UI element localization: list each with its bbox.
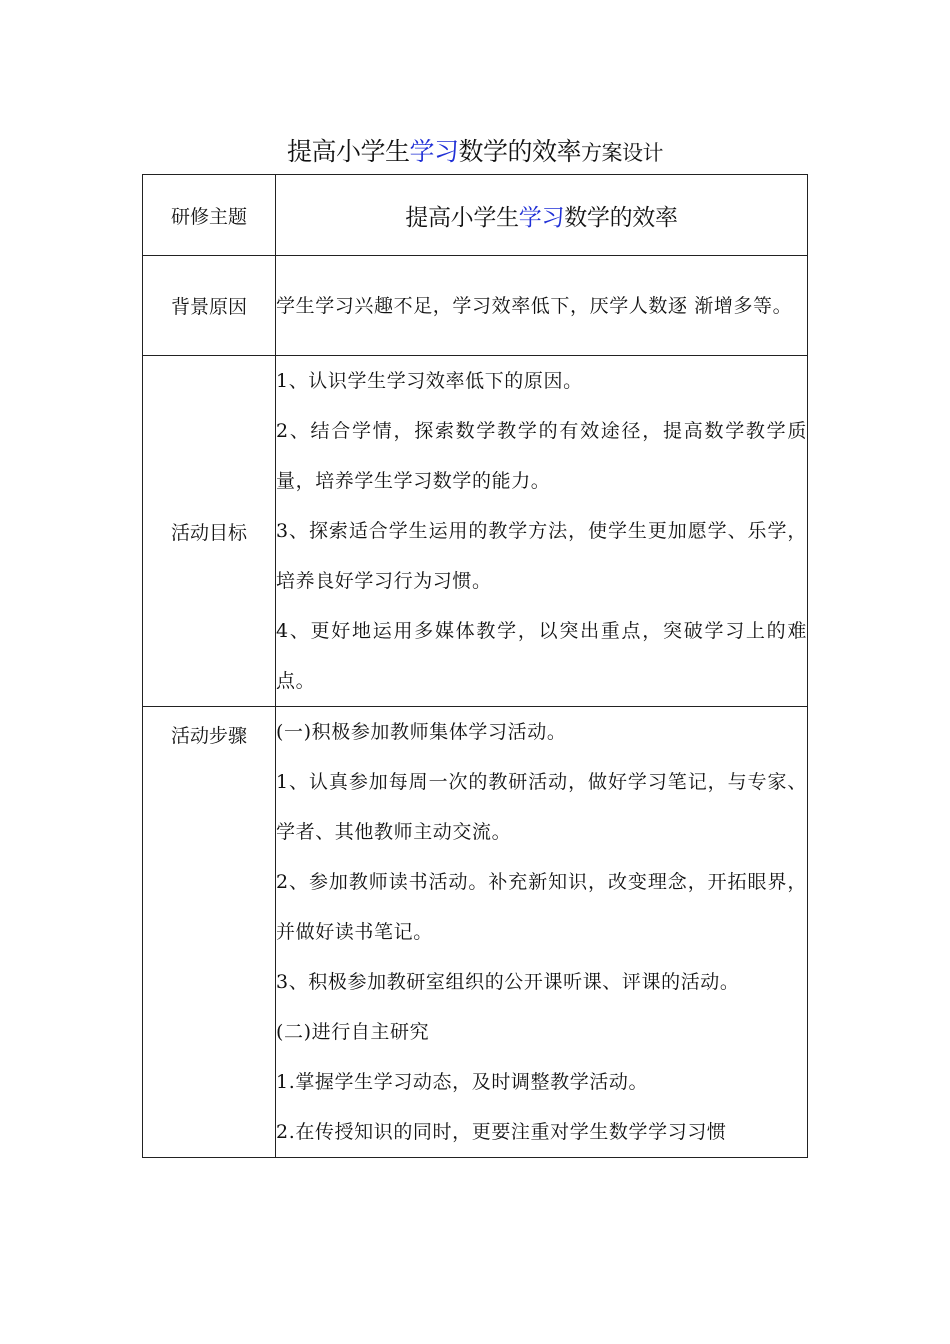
step-item: 2、参加教师读书活动。补充新知识，改变理念，开拓眼界，并做好读书笔记。: [276, 871, 807, 943]
step-item: 2.在传授知识的同时，更要注重对学生数学学习习惯: [276, 1121, 727, 1143]
theme-text: [276, 199, 807, 232]
label-background: 背景原因: [143, 256, 276, 356]
step-item: 3、积极参加教研室组织的公开课听课、评课的活动。: [276, 971, 740, 993]
table-row-background: [143, 256, 808, 356]
content-goals: [276, 356, 808, 707]
table-row-theme: [143, 175, 808, 256]
title-part-1: 提高小学生: [286, 137, 410, 166]
theme-part-1: 提高小学生: [405, 204, 519, 231]
step-item: 1、认真参加每周一次的教研活动，做好学习笔记，与专家、学者、其他教师主动交流。: [276, 771, 807, 843]
table-row-goals: [143, 356, 808, 707]
document-title: [0, 134, 950, 171]
content-steps: [276, 707, 808, 1158]
content-theme: [276, 175, 808, 256]
goal-item: 2、结合学情，探索数学教学的有效途径，提高数学教学质量，培养学生学习数学的能力。: [276, 420, 807, 492]
label-theme: 研修主题: [143, 175, 276, 256]
background-text: 学生学习兴趣不足，学习效率低下，厌学人数逐 渐增多等。: [276, 294, 793, 317]
step-item: (一)积极参加教师集体学习活动。: [276, 721, 567, 743]
content-background: [276, 256, 808, 356]
table-row-steps: [143, 707, 808, 1158]
title-part-2: 数学的效率: [458, 137, 582, 166]
goal-item: 4、更好地运用多媒体教学，以突出重点，突破学习上的难点。: [276, 620, 807, 692]
label-goals: 活动目标: [143, 356, 276, 707]
goal-item: 1、认识学生学习效率低下的原因。: [276, 370, 583, 392]
title-highlight: 学习: [409, 137, 459, 166]
step-item: (二)进行自主研究: [276, 1021, 430, 1043]
goal-item: 3、探索适合学生运用的教学方法，使学生更加愿学、乐学，培养良好学习行为习惯。: [276, 520, 807, 592]
title-suffix: 方案设计: [581, 141, 664, 165]
plan-table: [142, 174, 808, 1158]
step-item: 1.掌握学生学习动态，及时调整教学活动。: [276, 1071, 649, 1093]
theme-part-2: 数学的效率: [564, 204, 678, 231]
theme-highlight: 学习: [518, 204, 565, 231]
label-steps: 活动步骤: [143, 707, 276, 1158]
